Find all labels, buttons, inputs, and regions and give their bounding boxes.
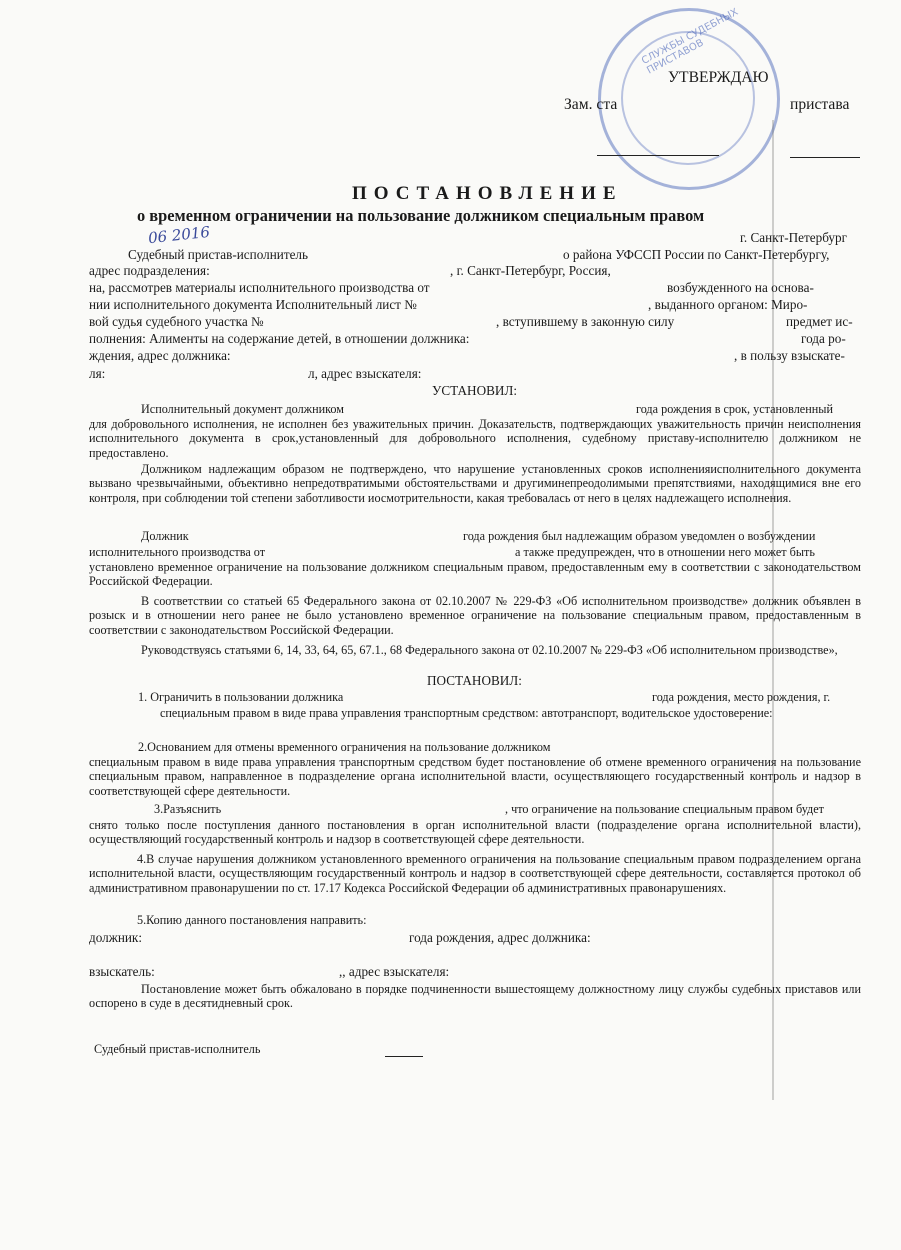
established-p1-start: Исполнительный документ должником [141,402,344,416]
city: г. Санкт-Петербург [740,230,847,245]
intro-line-5-right: предмет ис- [786,314,853,329]
resolved-item-3-mid: , что ограничение на пользование специальным правом будет [505,802,824,816]
established-p5: Руководствуясь статьями 6, 14, 33, 64, 65, 67.1., 68 Федерального закона от 02.10.2007 № 229-ФЗ «Об исполнительном производстве», [141,643,838,657]
intro-line-8-left: ля: [89,366,106,381]
resolved-item-1-start: 1. Ограничить в пользовании должника [138,690,344,704]
resolved-item-5: 5.Копию данного постановления направить: [137,913,367,927]
appeal-notice: Постановление может быть обжаловано в порядке подчиненности вышестоящему должностному лицу службы судебных приставов или оспорено в суде в десятидневный срок. [89,982,861,1011]
official-stamp [598,8,780,190]
established-p3-mid: года рождения был надлежащим образом уведомлен о возбуждении [463,529,816,543]
intro-line-4-right: , выданного органом: Миро- [648,297,808,312]
intro-line-2-left: адрес подразделения: [89,263,210,278]
approve-label: УТВЕРЖДАЮ [668,69,769,86]
deputy-title-left: Зам. ста [564,96,618,113]
established-p2: Должником надлежащим образом не подтверждено, что нарушение установленных сроков исполненияисполнительного документа вызвано чрезвычайными, объективно непредотвратимыми обстоятельствами и другиминепреодолимыми препятствиями, находящимися вне его контроля, при соблюдении той степени заботливости иосмотрительности, какая требовалась от него в целях надлежащего исполнения. [89,462,861,505]
recipient-debtor-label: должник: [89,930,143,945]
recipient-claimant-label: взыскатель: [89,964,155,979]
resolved-item-4: 4.В случае нарушения должником установленного временного ограничения на пользование специальным правом подразделением органа исполнительной власти, осуществляющим государственный контроль и надзор в соответствующей сфере деятельности, составляется протокол об административном правонарушении по ст. 17.17 Кодекса Российской Федерации об административных правонарушениях. [89,852,861,895]
intro-line-4-left: нии исполнительного документа Исполнительный лист № [89,297,417,312]
resolved-item-3-rest: снято только после поступления данного постановления в орган исполнительной власти (подразделение органа исполнительной власти), осуществляющий государственный контроль и надзор в соответствующей сфере деятельности. [89,818,861,847]
intro-line-1-right: о района УФССП России по Санкт-Петербургу, [563,247,830,262]
intro-line-7-left: ждения, адрес должника: [89,348,231,363]
document-subtitle: о временном ограничении на пользование должником специальным правом [137,206,705,225]
established-p3-d: а также предупрежден, что в отношении него может быть [515,545,815,559]
signature-label: Судебный пристав-исполнитель [94,1042,261,1056]
resolved-item-2-start: 2.Основанием для отмены временного ограничения на пользование должником [138,740,551,754]
signature-line [385,1056,423,1057]
signature-line-right [790,157,860,158]
intro-line-6-left: полнения: Алименты на содержание детей, в отношении должника: [89,331,470,346]
established-p3-rest: установлено временное ограничение на пользование должником специальным правом, предоставленным ему в соответствии с законодательством Российской Федерации. [89,560,861,589]
handwritten-date: 06 2016 [147,222,211,248]
resolved-item-1-cont: специальным правом в виде права управления транспортным средством: автотранспорт, водительское удостоверение: [160,706,773,720]
recipient-claimant-address: ,, адрес взыскателя: [339,964,450,979]
intro-line-1-left: Судебный пристав-исполнитель [128,247,309,262]
recipient-debtor-address: года рождения, адрес должника: [409,930,591,945]
intro-line-6-right: года ро- [801,331,846,346]
intro-line-3-right: возбужденного на основа- [667,280,814,295]
resolved-item-1-end: года рождения, место рождения, г. [652,690,831,704]
intro-line-5-left: вой судья судебного участка № [89,314,264,329]
intro-line-8-mid: л, адрес взыскателя: [308,366,422,381]
intro-line-5-mid: , вступившему в законную силу [496,314,675,329]
intro-line-3-left: на, рассмотрев материалы исполнительного производства от [89,280,430,295]
document-title: ПОСТАНОВЛЕНИЕ [352,183,623,204]
deputy-title-right: пристава [790,96,850,113]
intro-line-7-right: , в пользу взыскате- [734,348,845,363]
established-p1-rest: для добровольного исполнения, не исполнен без уважительных причин. Доказательств, подтверждающих уважительность причин неисполнения исполнительного документа в срок,установленный для добровольного исполнения, судебному приставу-исполнителю должником не предоставлено. [89,417,861,460]
established-p3-c: исполнительного производства от [89,545,266,559]
established-p4: В соответствии со статьей 65 Федерального закона от 02.10.2007 № 229-ФЗ «Об исполнительном производстве» должник объявлен в розыск и в отношении него ранее не было установлено временное ограничение на пользование специальным правом, предоставленным в соответствии с законодательством Российской Федерации. [89,594,861,637]
resolved-item-2-rest: специальным правом в виде права управления транспортным средством будет постановление об отмене временного ограничения на пользование специальным правом, направленное в подразделение органа исполнительной власти, осуществляющего государственный контроль и надзор в соответствующей сфере деятельности. [89,755,861,798]
resolved-heading: ПОСТАНОВИЛ: [427,673,522,688]
established-p3-start: Должник [141,529,189,543]
resolved-item-3-start: 3.Разъяснить [154,802,222,816]
intro-line-2-right: , г. Санкт-Петербург, Россия, [450,263,611,278]
established-heading: УСТАНОВИЛ: [432,383,518,398]
stamp-text: СЛУЖБЫ СУДЕБНЫХ ПРИСТАВОВ [640,6,741,77]
signature-line-left [597,155,719,156]
established-p1-end: года рождения в срок, установленный [636,402,833,416]
